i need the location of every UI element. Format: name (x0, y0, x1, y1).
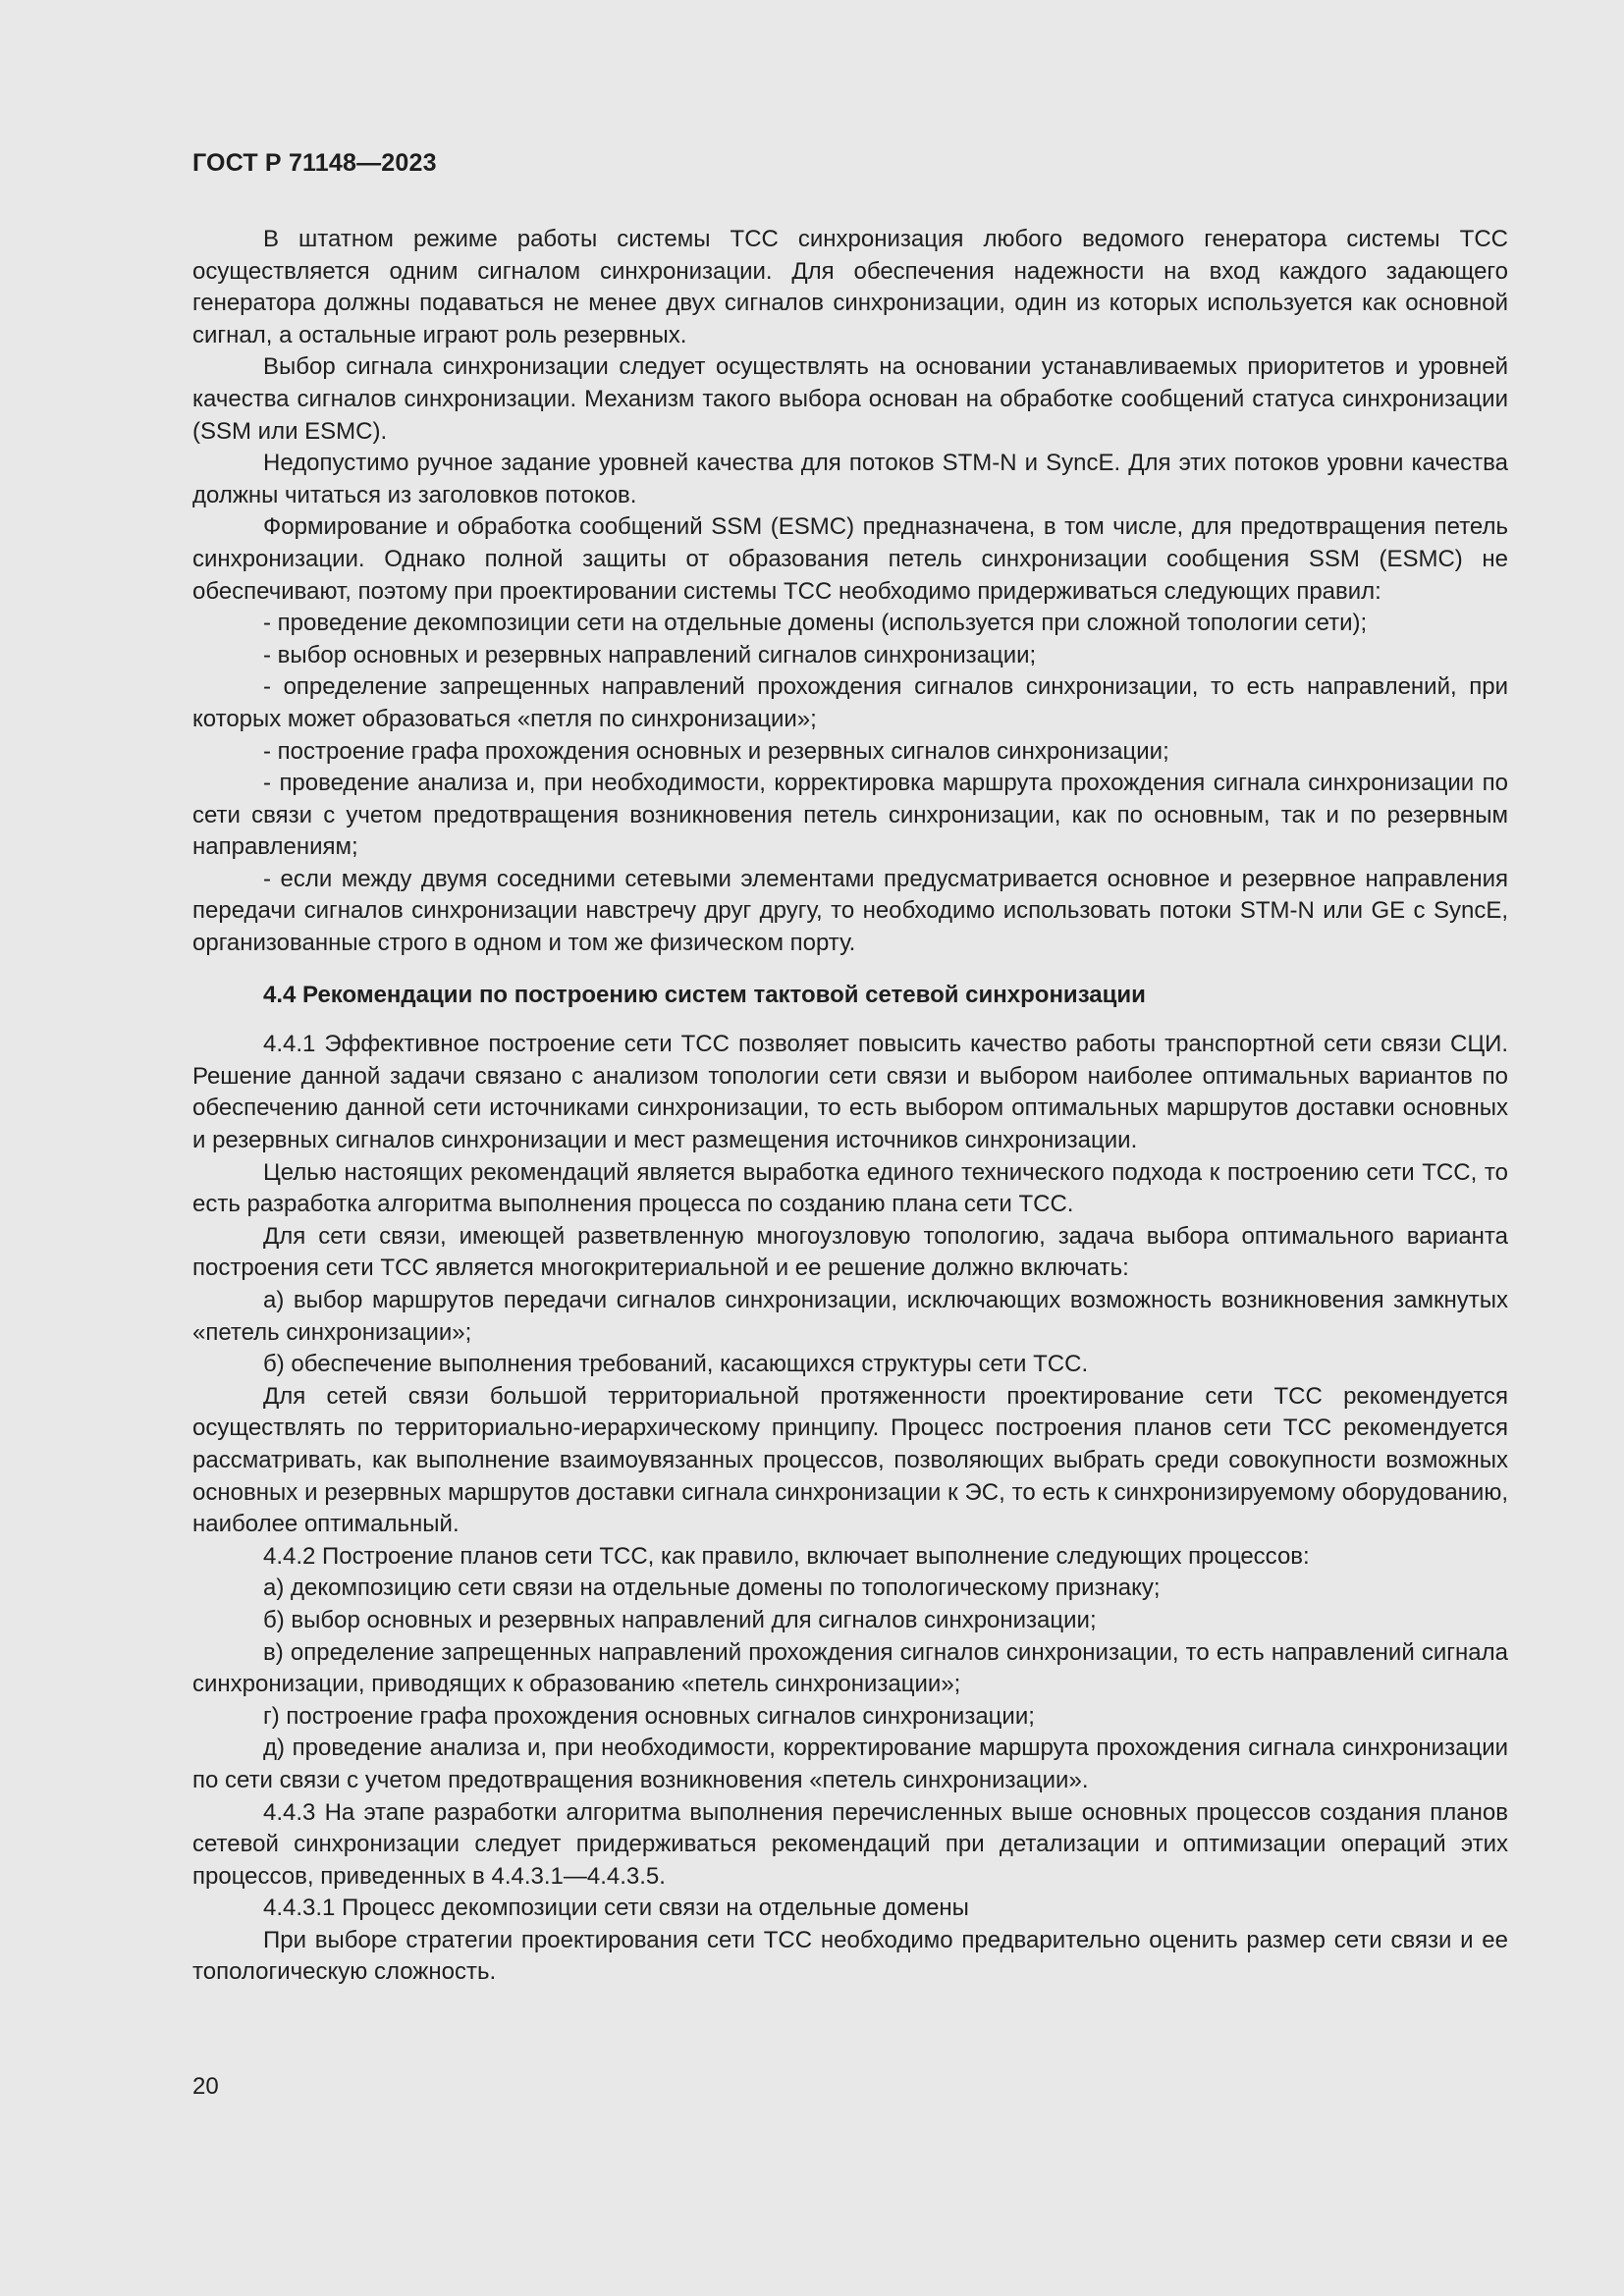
standard-code-header: ГОСТ Р 71148—2023 (192, 149, 437, 177)
paragraph: В штатном режиме работы системы ТСС синхронизация любого ведомого генератора системы ТСС осуществляется одним сигналом синхронизации. Для обеспечения надежности на вход каждого задающего генератора должны подаваться не менее двух сигналов синхронизации, один из которых используется как основной сигнал, а остальные играют роль резервных. (192, 226, 1508, 348)
paragraph: Формирование и обработка сообщений SSM (ESMC) предназначена, в том числе, для предотвращения петель синхронизации. Однако полной защиты от образования петель синхронизации сообщения SSM (ESMC) не обеспечивают, поэтому при проектировании системы ТСС необходимо придерживаться следующих правил: (192, 513, 1508, 605)
page-number: 20 (192, 2073, 219, 2100)
list-item: - определение запрещенных направлений прохождения сигналов синхронизации, то есть направлений, при которых может образоваться «петля по синхронизации»; (192, 673, 1508, 732)
paragraph: Для сетей связи большой территориальной протяженности проектирование сети ТСС рекомендуется осуществлять по территориально-иерархическому принципу. Процесс построения планов сети ТСС рекомендуется рассматривать, как выполнение взаимоувязанных процессов, позволяющих выбрать среди совокупности возможных основных и резервных маршрутов доставки сигнала синхронизации к ЭС, то есть к синхронизируемому оборудованию, наиболее оптимальный. (192, 1382, 1508, 1538)
list-item: в) определение запрещенных направлений прохождения сигналов синхронизации, то есть направлений сигнала синхронизации, приводящих к образованию «петель синхронизации»; (192, 1638, 1508, 1698)
paragraph: Целью настоящих рекомендаций является выработка единого технического подхода к построению сети ТСС, то есть разработка алгоритма выполнения процесса по созданию плана сети ТСС. (192, 1158, 1508, 1218)
paragraph: При выборе стратегии проектирования сети ТСС необходимо предварительно оценить размер сети связи и ее топологическую сложность. (192, 1926, 1508, 1986)
document-body (192, 224, 1508, 1989)
subsection-title: 4.4.3.1 Процесс декомпозиции сети связи на отдельные домены (263, 1895, 969, 1922)
paragraph: 4.4.3 На этапе разработки алгоритма выполнения перечисленных выше основных процессов создания планов сетевой синхронизации следует придерживаться рекомендаций при детализации и оптимизации операций этих процессов, приведенных в 4.4.3.1—4.4.3.5. (192, 1798, 1508, 1890)
paragraph: Недопустимо ручное задание уровней качества для потоков STM-N и SyncE. Для этих потоков уровни качества должны читаться из заголовков потоков. (192, 450, 1508, 508)
list-item: - проведение декомпозиции сети на отдельные домены (используется при сложной топологии сети); (263, 610, 1368, 637)
list-item: д) проведение анализа и, при необходимости, корректирование маршрута прохождения сигнала синхронизации по сети связи с учетом предотвращения возникновения «петель синхронизации». (192, 1735, 1508, 1793)
list-item: - если между двумя соседними сетевыми элементами предусматривается основное и резервное направления передачи сигналов синхронизации навстречу друг другу, то необходимо использовать потоки STM-N или GE с SyncE, организованные строго в одном и том же физическом порту. (192, 865, 1508, 957)
paragraph: 4.4.2 Построение планов сети ТСС, как правило, включает выполнение следующих процессов: (263, 1542, 1310, 1570)
section-heading: 4.4 Рекомендации по построению систем тактовой сетевой синхронизации (263, 981, 1146, 1008)
list-item: г) построение графа прохождения основных сигналов синхронизации; (263, 1702, 1035, 1730)
list-item: - выбор основных и резервных направлений сигналов синхронизации; (263, 641, 1037, 668)
paragraph: Для сети связи, имеющей разветвленную многоузловую топологию, задача выбора оптимального варианта построения сети ТСС является многокритериальной и ее решение должно включать: (192, 1222, 1508, 1282)
list-item: б) обеспечение выполнения требований, касающихся структуры сети ТСС. (263, 1351, 1089, 1378)
paragraph: 4.4.1 Эффективное построение сети ТСС позволяет повысить качество работы транспортной сети связи СЦИ. Решение данной задачи связано с анализом топологии сети связи и выбором наиболее оптимальных вариантов по обеспечению данной сети источниками синхронизации, то есть выбором оптимальных маршрутов доставки основных и резервных сигналов синхронизации и мест размещения источников синхронизации. (192, 1031, 1508, 1154)
list-item: - построение графа прохождения основных и резервных сигналов синхронизации; (263, 737, 1169, 765)
list-item: б) выбор основных и резервных направлений для сигналов синхронизации; (263, 1606, 1097, 1633)
list-item: - проведение анализа и, при необходимости, корректировка маршрута прохождения сигнала синхронизации по сети связи с учетом предотвращения возникновения петель синхронизации, как по основным, так и по резервным направлениям; (192, 770, 1508, 861)
list-item: а) выбор маршрутов передачи сигналов синхронизации, исключающих возможность возникновения замкнутых «петель синхронизации»; (192, 1287, 1508, 1346)
paragraph: Выбор сигнала синхронизации следует осуществлять на основании устанавливаемых приоритетов и уровней качества сигналов синхронизации. Механизм такого выбора основан на обработке сообщений статуса синхронизации (SSM или ESMC). (192, 353, 1508, 445)
list-item: а) декомпозицию сети связи на отдельные домены по топологическому признаку; (263, 1575, 1161, 1602)
